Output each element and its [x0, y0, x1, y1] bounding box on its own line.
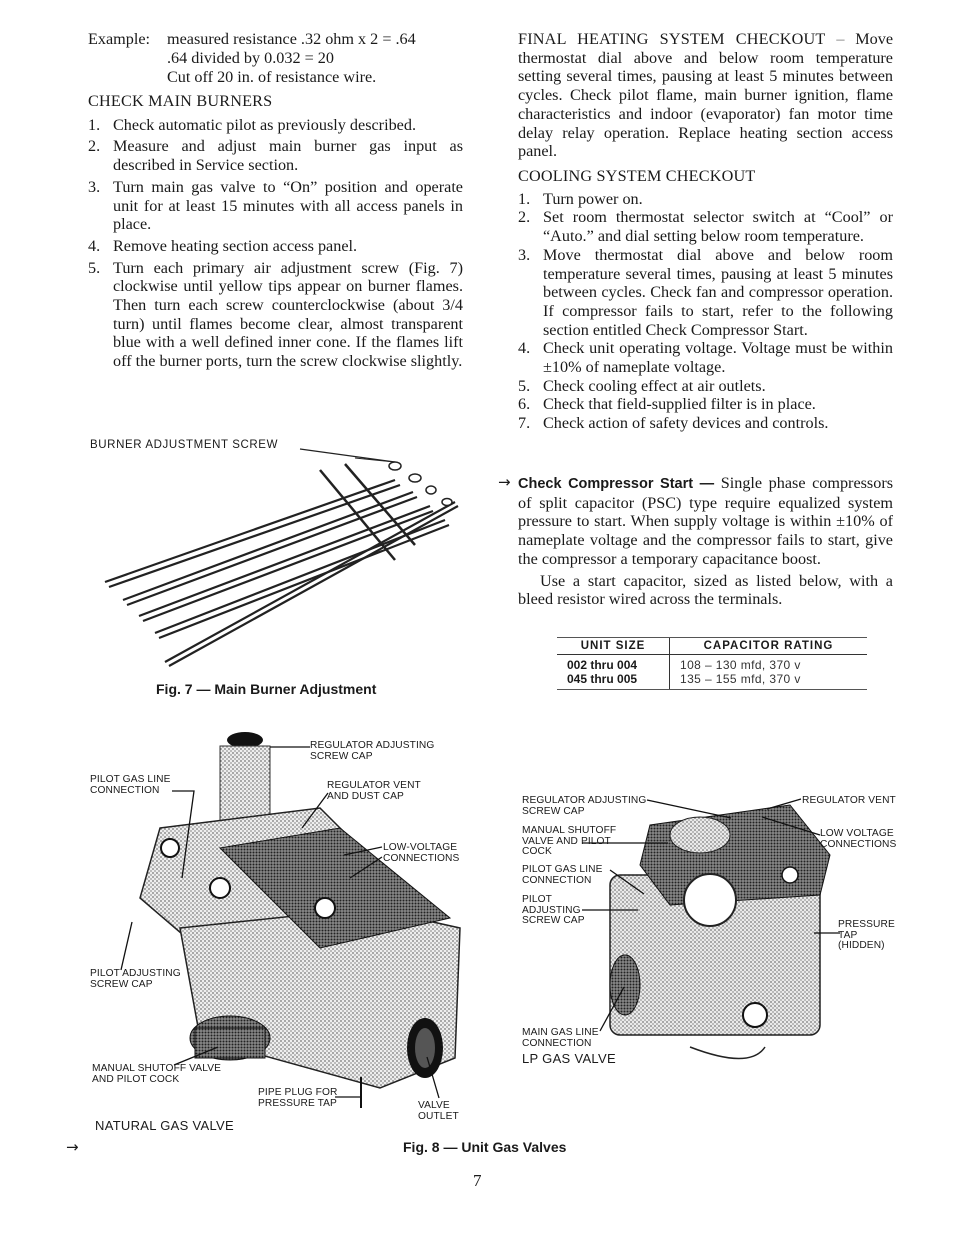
fig8-caption: Fig. 8 — Unit Gas Valves — [403, 1139, 567, 1155]
heading-dash: – — [836, 30, 845, 48]
list-item: 1. Turn power on. — [518, 189, 643, 208]
final-heating-heading: FINAL HEATING SYSTEM CHECKOUT — [518, 30, 826, 48]
leader-line — [608, 868, 648, 898]
list-item: 1. Check automatic pilot as previously described. — [88, 115, 416, 134]
example-line-3: Cut off 20 in. of resistance wire. — [167, 67, 377, 86]
leader-line — [425, 1055, 445, 1100]
label-pilot-line: PILOT GAS LINE CONNECTION — [90, 774, 171, 796]
cooling-checkout-section — [518, 167, 893, 433]
leader-line — [170, 1045, 220, 1067]
lp-gas-valve-title: LP GAS VALVE — [522, 1051, 616, 1066]
list-item: 2. Set room thermostat selector switch at “Cool” or “Auto.” and dial setting below room temperature. — [518, 208, 893, 246]
compressor-start-text: Single phase compressors of split capacitor (PSC) type require equalized system pressure to start. When supply voltage is within ±10% of nameplate voltage and the compressor fails to start, give the compressor a temporary capacitance boost. — [518, 474, 894, 568]
label-lp-main-gas: MAIN GAS LINE CONNECTION — [522, 1027, 599, 1049]
leader-line — [765, 797, 803, 812]
leader-line — [172, 790, 202, 880]
compressor-start-heading: Check Compressor Start — — [518, 476, 715, 492]
label-valve-outlet: VALVE OUTLET — [418, 1100, 459, 1122]
example-line-1: measured resistance .32 ohm x 2 = .64 — [167, 30, 416, 48]
label-manual-shutoff: MANUAL SHUTOFF VALVE AND PILOT COCK — [92, 1063, 221, 1085]
final-heating-section — [518, 30, 893, 161]
leader-line — [270, 740, 312, 750]
leader-line — [598, 985, 628, 1033]
compressor-start-section — [518, 474, 893, 609]
label-regulator-cap: REGULATOR ADJUSTING SCREW CAP — [310, 740, 435, 762]
leader-line — [340, 843, 385, 883]
example-label: Example: — [88, 30, 151, 48]
capacitor-table — [557, 637, 867, 690]
page-number: 7 — [473, 1171, 482, 1190]
cooling-steps-list — [518, 190, 893, 433]
list-item: 3. Turn main gas valve to “On” position and operate unit for at least 15 minutes with all access panels in place. — [88, 177, 463, 234]
leader-line — [580, 838, 670, 848]
list-item: 7. Check action of safety devices and controls. — [518, 414, 829, 433]
section-heading: CHECK MAIN BURNERS — [88, 92, 273, 110]
leader-line — [300, 792, 330, 832]
label-lp-regulator-cap: REGULATOR ADJUSTING SCREW CAP — [522, 795, 647, 817]
list-item: 2. Measure and adjust main burner gas input as described in Service section. — [88, 137, 463, 175]
label-low-voltage: LOW-VOLTAGE CONNECTIONS — [383, 842, 460, 864]
table-row: 002 thru 004 108 – 130 mfd, 370 v — [557, 655, 867, 673]
label-regulator-vent: REGULATOR VENT AND DUST CAP — [327, 780, 421, 802]
fig7-callout: BURNER ADJUSTMENT SCREW — [90, 439, 279, 451]
final-heating-text: Move thermostat dial above and below room temperature setting several times, pausing at least 5 minutes between cycles. Check pilot flame, main burner ignition, flame characteristics and indoor (evaporator) fan motor time delay relay operation. Replace heating section access panel. — [518, 30, 893, 161]
label-lp-pilot-adjusting: PILOT ADJUSTING SCREW CAP — [522, 894, 585, 927]
table-header: CAPACITOR RATING — [670, 638, 868, 655]
label-lp-low-voltage: LOW VOLTAGE CONNECTIONS — [820, 828, 897, 850]
check-main-burners-section — [88, 92, 463, 374]
label-lp-regulator-vent: REGULATOR VENT — [802, 795, 896, 806]
example-line-2: .64 divided by 0.032 = 20 — [167, 49, 334, 67]
list-item: 5. Check cooling effect at air outlets. — [518, 376, 766, 395]
change-marker-arrow: → — [66, 1138, 79, 1156]
fig7-caption: Fig. 7 — Main Burner Adjustment — [156, 681, 377, 697]
list-item: 5. Turn each primary air adjustment screw (Fig. 7) clockwise until yellow tips appear on burner flames. Then turn each screw counterclockwise (about 3/4 turn) until flames become clear, almost transparent blue with a well defined inner cone. If the flames lift off the burner ports, turn the screw clockwise slightly. — [88, 258, 463, 371]
change-marker-arrow: → — [498, 473, 511, 491]
list-item: 4. Check unit operating voltage. Voltage must be within ±10% of nameplate voltage. — [518, 339, 893, 377]
label-lp-manual-shutoff: MANUAL SHUTOFF VALVE AND PILOT COCK — [522, 825, 617, 858]
compressor-start-text-2: Use a start capacitor, sized as listed below, with a bleed resistor wired across the terminals. — [518, 571, 893, 609]
burner-steps-list — [88, 116, 463, 371]
burner-illustration — [95, 440, 475, 675]
leader-line — [645, 798, 735, 823]
leader-line — [335, 1075, 365, 1110]
leader-line — [118, 920, 138, 972]
label-pipe-plug: PIPE PLUG FOR PRESSURE TAP — [258, 1087, 338, 1109]
leader-line — [580, 905, 640, 915]
list-item: 6. Check that field-supplied filter is in place. — [518, 395, 816, 414]
leader-line — [812, 928, 842, 938]
leader-line — [760, 815, 822, 845]
natural-gas-valve-title: NATURAL GAS VALVE — [95, 1118, 234, 1133]
table-row: 045 thru 005 135 – 155 mfd, 370 v — [557, 672, 867, 689]
section-heading: COOLING SYSTEM CHECKOUT — [518, 167, 756, 185]
list-item: 3. Move thermostat dial above and below room temperature several times, pausing at least 5 minutes between cycles. Check fan and compressor operation. If compressor fails to start, refer to the following section entitled Check Compressor Start. — [518, 245, 893, 339]
table-header: UNIT SIZE — [557, 638, 670, 655]
label-lp-pilot-line: PILOT GAS LINE CONNECTION — [522, 864, 603, 886]
list-item: 4. Remove heating section access panel. — [88, 236, 358, 255]
label-pilot-adjusting: PILOT ADJUSTING SCREW CAP — [90, 968, 181, 990]
label-lp-pressure-tap: PRESSURE TAP (HIDDEN) — [838, 919, 895, 952]
example-block — [88, 30, 468, 86]
